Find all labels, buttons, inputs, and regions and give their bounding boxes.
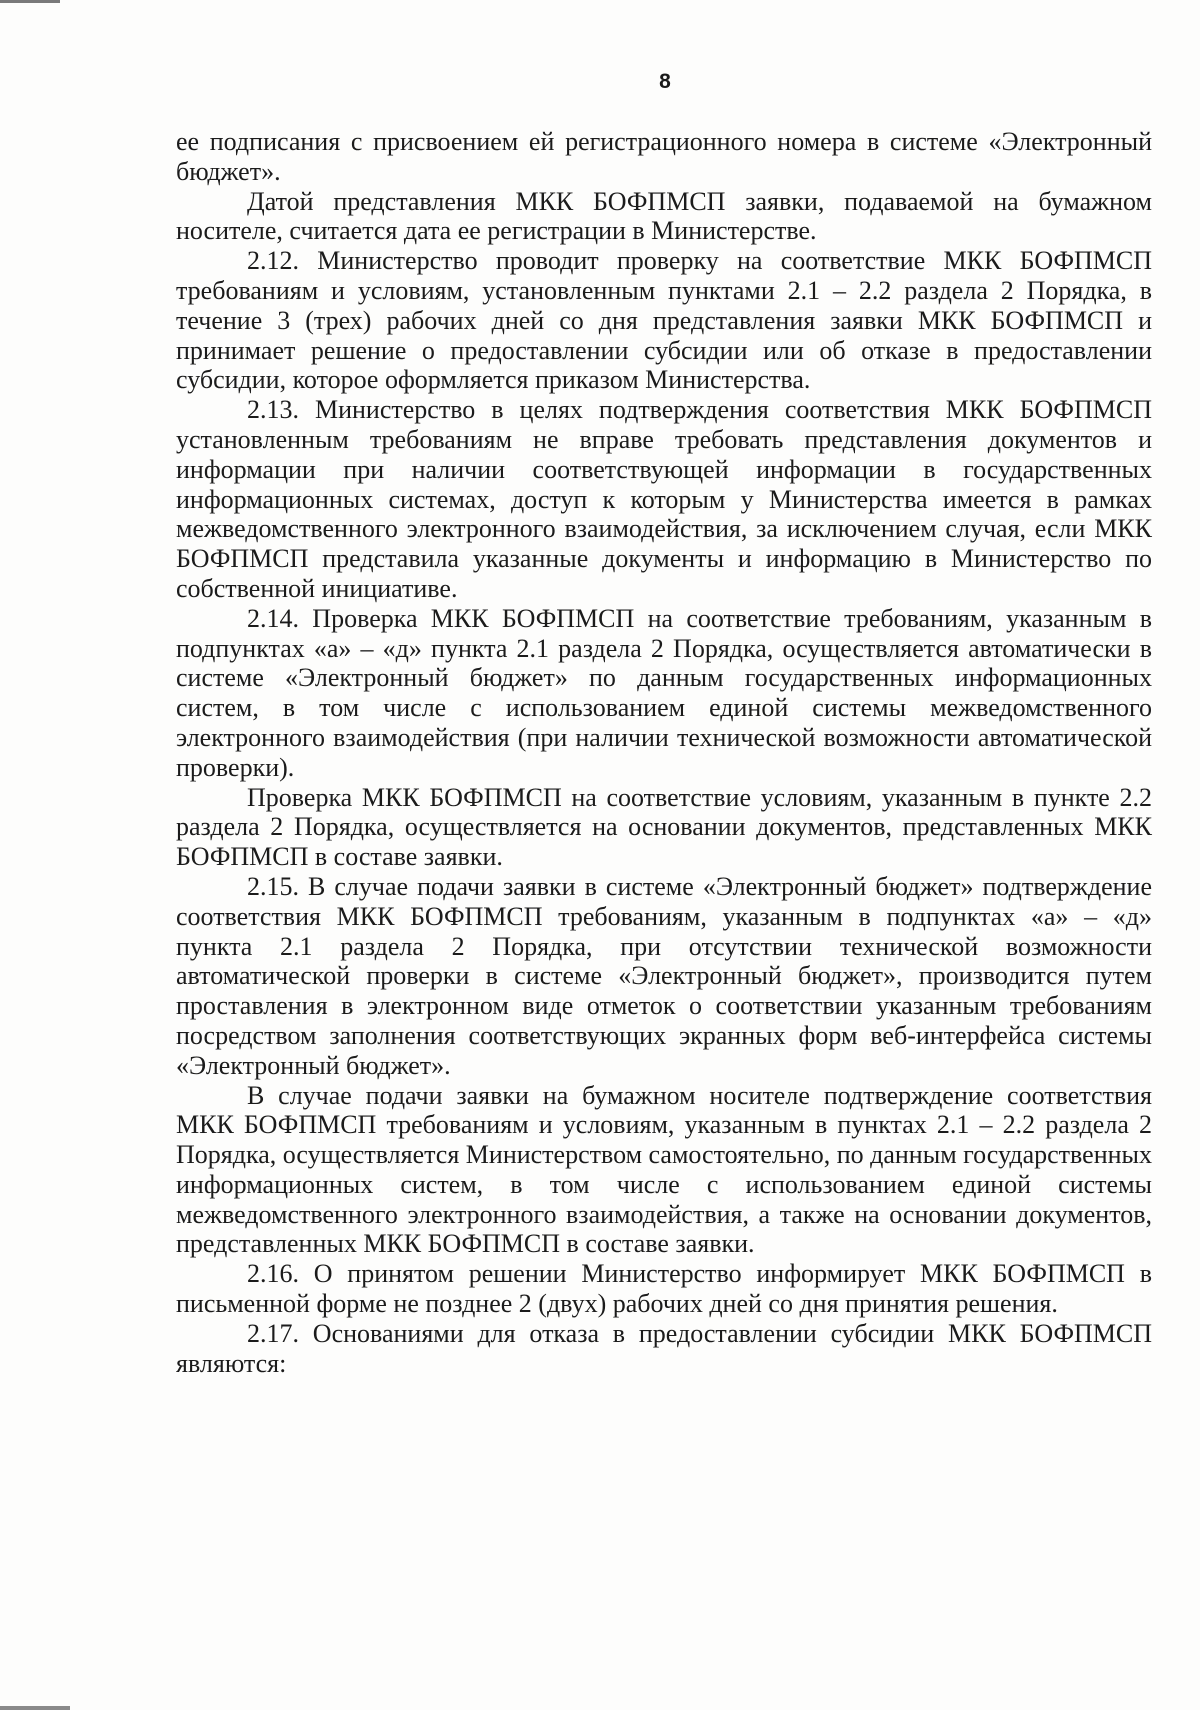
paragraph: 2.12. Министерство проводит проверку на соответствие МКК БОФПМСП требованиям и условиям, установленным пунктами 2.1 – 2.2 раздела 2 Порядка, в течение 3 (трех) рабочих дней со дня представления заявки МКК БОФПМСП и принимает решение о предоставлении субсидии или об отказе в предоставлении субсидии, которое оформляется приказом Министерства. xyxy=(176,246,1152,395)
paragraph: 2.17. Основаниями для отказа в предоставлении субсидии МКК БОФПМСП являются: xyxy=(176,1318,1152,1378)
page-number: 8 xyxy=(659,70,671,93)
scan-artifact xyxy=(0,0,60,3)
scan-artifact xyxy=(0,1706,70,1710)
paragraph: 2.15. В случае подачи заявки в системе «Электронный бюджет» подтверждение соответствия МКК БОФПМСП требованиям, указанным в подпунктах «а» – «д» пункта 2.1 раздела 2 Порядка, при отсутствии технической возможности автоматической проверки в системе «Электронный бюджет», производится путем проставления в электронном виде отметок о соответствии указанным требованиям посредством заполнения соответствующих экранных форм веб-интерфейса системы «Электронный бюджет». xyxy=(176,871,1152,1080)
paragraph: 2.14. Проверка МКК БОФПМСП на соответствие требованиям, указанным в подпунктах «а» – «д» пункта 2.1 раздела 2 Порядка, осуществляется автоматически в системе «Электронный бюджет» по данным государственных информационных систем, в том числе с использованием единой системы межведомственного электронного взаимодействия (при наличии технической возможности автоматической проверки). xyxy=(176,603,1152,782)
paragraph: Проверка МКК БОФПМСП на соответствие условиям, указанным в пункте 2.2 раздела 2 Порядка, осуществляется на основании документов, представленных МКК БОФПМСП в составе заявки. xyxy=(176,782,1152,872)
paragraph: 2.13. Министерство в целях подтверждения соответствия МКК БОФПМСП установленным требованиям не вправе требовать представления документов и информации при наличии соответствующей информации в государственных информационных системах, доступ к которым у Министерства имеется в рамках межведомственного электронного взаимодействия, за исключением случая, если МКК БОФПМСП представила указанные документы и информацию в Министерство по собственной инициативе. xyxy=(176,395,1152,603)
paragraph: ее подписания с присвоением ей регистрационного номера в системе «Электронный бюджет». xyxy=(176,127,1152,186)
paragraph: В случае подачи заявки на бумажном носителе подтверждение соответствия МКК БОФПМСП требованиям и условиям, указанным в пунктах 2.1 – 2.2 раздела 2 Порядка, осуществляется Министерством самостоятельно, по данным государственных информационных систем, в том числе с использованием единой системы межведомственного электронного взаимодействия, а также на основании документов, представленных МКК БОФПМСП в составе заявки. xyxy=(176,1080,1153,1259)
document-body xyxy=(176,127,1152,1378)
paragraph: Датой представления МКК БОФПМСП заявки, подаваемой на бумажном носителе, считается дата ее регистрации в Министерстве. xyxy=(176,186,1152,246)
paragraph: 2.16. О принятом решении Министерство информирует МКК БОФПМСП в письменной форме не позднее 2 (двух) рабочих дней со дня принятия решения. xyxy=(176,1259,1152,1319)
